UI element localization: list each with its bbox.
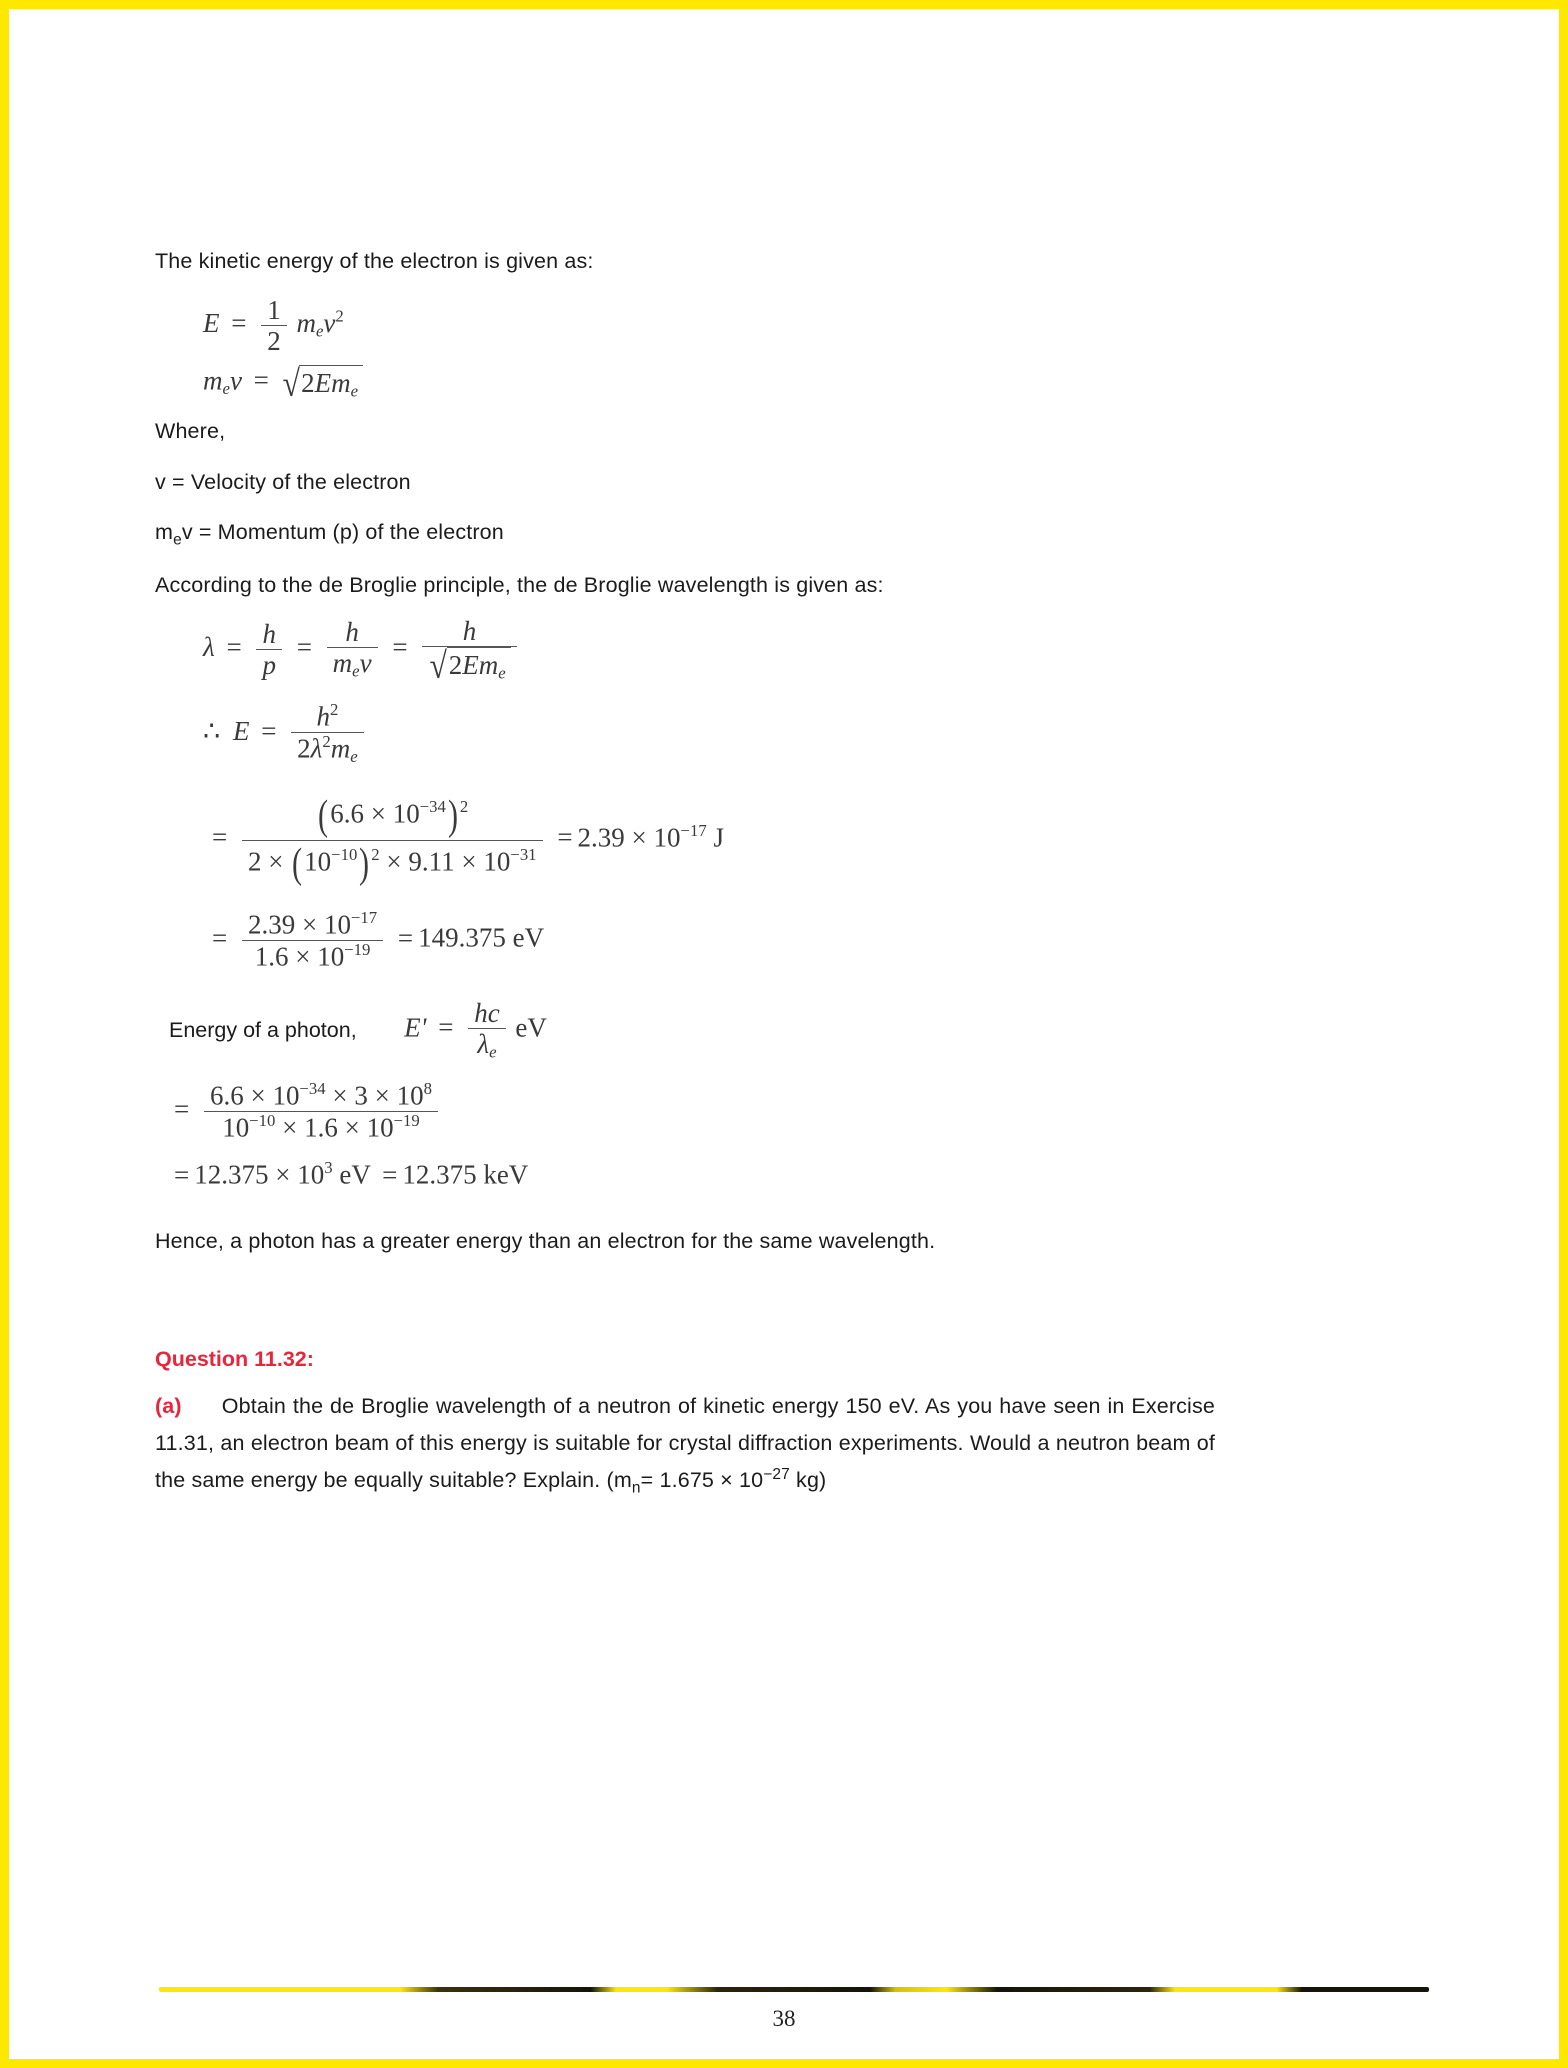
therefore-h: h	[316, 701, 330, 732]
kinetic-half-numerator: 1	[267, 295, 281, 326]
equation-kinetic-energy	[203, 295, 1215, 356]
equation-photon-result	[169, 1158, 1215, 1190]
therefore-denominator	[291, 732, 364, 767]
energy-num-base: 10	[392, 798, 420, 828]
therefore-equals: =	[261, 716, 277, 747]
energy-den-outer-power: 2	[371, 844, 380, 864]
energy-ev-num-exponent: −17	[350, 908, 378, 928]
page-number: 38	[772, 2006, 796, 2031]
photon-numeric-equals: =	[174, 1093, 190, 1124]
photon-unit: eV	[515, 1012, 547, 1043]
therefore-den-two: 2	[297, 733, 311, 764]
equation-energy-ev	[207, 909, 1215, 971]
question-mass-exponent: −27	[763, 1466, 790, 1484]
lambda-equals-2: =	[296, 631, 312, 662]
definition-momentum-subscript: e	[173, 531, 182, 549]
photon-denominator	[468, 1028, 505, 1062]
equation-energy-numeric	[207, 793, 1215, 888]
lambda-f3-radicand	[447, 647, 511, 683]
therefore-h-power: 2	[329, 700, 339, 720]
kinetic-equals: =	[231, 308, 247, 339]
momentum-velocity-symbol: v	[229, 365, 242, 396]
energy-numeric-denominator	[242, 840, 543, 888]
photon-den-value: 1.6	[304, 1112, 338, 1143]
equation-therefore-energy	[203, 701, 1215, 766]
equation-debroglie-wavelength	[203, 615, 1215, 688]
kinetic-lhs: E	[203, 308, 220, 339]
photon-den-lambda: λ	[477, 1028, 490, 1059]
equation-photon-energy	[169, 998, 1215, 1063]
therefore-numerator	[291, 701, 364, 732]
close-paren-icon: )	[359, 840, 370, 887]
footer-divider	[159, 1987, 1429, 1992]
energy-numeric-equals: =	[212, 822, 228, 853]
kinetic-mass-subscript: e	[315, 321, 324, 341]
photon-num-value-1: 6.6	[209, 1080, 244, 1111]
lambda-f3-energy: E	[462, 649, 479, 680]
photon-numeric-denominator	[204, 1111, 438, 1143]
momentum-mass-symbol: m	[203, 365, 223, 396]
energy-numeric-numerator	[242, 793, 543, 840]
energy-ev-fraction	[242, 909, 383, 971]
photon-num-base-2: 10	[396, 1080, 424, 1111]
momentum-radicand-mass-subscript: e	[350, 381, 359, 401]
question-text-unit: kg)	[789, 1468, 827, 1493]
lambda-f2-numerator: h	[345, 617, 359, 648]
therefore-den-lambda: λ	[310, 733, 323, 764]
energy-den-times-2: ×	[386, 845, 402, 876]
lambda-f3-sqrt	[428, 646, 510, 688]
momentum-radicand-two: 2	[301, 367, 315, 398]
energy-ev-num-times: ×	[301, 909, 318, 940]
photon-den-exponent-2: −19	[393, 1110, 420, 1130]
photon-energy-label: Energy of a photon,	[169, 1017, 357, 1042]
momentum-radicand	[299, 365, 363, 402]
photon-numerator: hc	[474, 997, 500, 1028]
lambda-f3-denominator	[422, 646, 516, 688]
photon-num-times-3: ×	[374, 1080, 390, 1111]
energy-den-times-1: ×	[268, 845, 284, 876]
energy-ev-result-value: 149.375	[418, 922, 506, 953]
open-paren-icon: (	[318, 792, 329, 839]
therefore-symbol: ∴	[203, 716, 221, 747]
photon-result-unit-2: keV	[483, 1159, 529, 1190]
energy-ev-result-equals: =	[397, 922, 414, 953]
definition-velocity: v = Velocity of the electron	[155, 469, 411, 494]
question-part-label: (a)	[155, 1394, 182, 1419]
radical-icon: √	[429, 646, 448, 688]
therefore-energy-symbol: E	[232, 716, 250, 747]
kinetic-velocity-power: 2	[335, 306, 344, 326]
lambda-f1-numerator: h	[262, 618, 276, 649]
radical-icon: √	[282, 364, 300, 406]
where-label: Where,	[155, 419, 226, 444]
photon-numeric-numerator	[204, 1080, 438, 1111]
kinetic-velocity-symbol: v	[323, 308, 336, 339]
conclusion-paragraph: Hence, a photon has a greater energy than an electron for the same wavelength.	[155, 1228, 936, 1253]
photon-den-exponent-1: −10	[249, 1110, 276, 1130]
photon-num-value-2: 3	[354, 1080, 368, 1111]
photon-result-unit-1: eV	[339, 1159, 371, 1190]
photon-num-times-2: ×	[332, 1080, 348, 1111]
photon-den-base-1: 10	[222, 1112, 250, 1143]
energy-den-exponent-2: −31	[510, 844, 537, 864]
momentum-radicand-mass: m	[331, 367, 351, 398]
energy-den-value: 9.11	[408, 845, 455, 876]
lambda-f2-denominator	[327, 647, 378, 681]
energy-ev-result-unit: eV	[512, 922, 545, 953]
momentum-sqrt	[281, 364, 363, 406]
open-paren-icon: (	[292, 840, 303, 887]
intro-paragraph: The kinetic energy of the electron is given as:	[155, 249, 594, 273]
definition-momentum-rest: v = Momentum (p) of the electron	[181, 519, 504, 544]
photon-equals: =	[438, 1012, 454, 1043]
energy-den-base-1: 10	[304, 845, 332, 876]
photon-result-times: ×	[275, 1159, 291, 1190]
lambda-f3-mass-subscript: e	[498, 663, 506, 683]
document-content	[155, 245, 1215, 1502]
lambda-f2-velocity: v	[359, 648, 372, 679]
energy-result-base: 10	[653, 822, 681, 853]
question-body	[155, 1388, 1215, 1502]
energy-num-exponent: −34	[419, 796, 446, 816]
lambda-f3-mass: m	[478, 649, 499, 680]
lambda-f3-numerator: h	[462, 615, 477, 646]
energy-den-times-3: ×	[461, 845, 477, 876]
therefore-fraction	[291, 701, 364, 766]
energy-ev-num-value: 2.39	[247, 909, 296, 940]
energy-num-times: ×	[370, 798, 386, 828]
photon-result-equals-2: =	[382, 1159, 398, 1190]
photon-num-times-1: ×	[250, 1080, 266, 1111]
lambda-fraction-h-over-p	[256, 619, 282, 680]
kinetic-mass-symbol: m	[296, 308, 316, 339]
energy-result-exponent: −17	[680, 820, 707, 840]
energy-ev-den-times: ×	[295, 941, 311, 972]
photon-result-value-1: 12.375	[194, 1159, 269, 1190]
equation-photon-numeric	[169, 1080, 1215, 1142]
momentum-equals: =	[253, 365, 269, 396]
question-text-mass: = 1.675 × 10	[640, 1468, 764, 1493]
therefore-den-mass: m	[330, 733, 351, 764]
question-text-main: Obtain the de Broglie wavelength of a neutron of kinetic energy 150 eV. As you have seen in Exercise 11.31, an electron beam of this energy is suitable for crystal diffraction experiments. Would a neutron beam of the same energy be equally suitable? Explain. (m	[155, 1394, 1215, 1493]
energy-numeric-fraction	[242, 793, 543, 888]
kinetic-half-fraction	[261, 295, 287, 356]
energy-ev-den-exponent: −19	[344, 940, 371, 960]
energy-den-exponent-1: −10	[331, 844, 358, 864]
close-paren-icon: )	[447, 792, 458, 839]
photon-result-base: 10	[297, 1159, 325, 1190]
energy-result-unit: J	[713, 822, 724, 853]
photon-den-subscript: e	[489, 1042, 497, 1062]
photon-result-equals-1: =	[174, 1159, 190, 1190]
definition-momentum-mass: m	[155, 519, 174, 544]
energy-num-outer-power: 2	[459, 796, 469, 816]
energy-ev-den-base: 10	[317, 941, 345, 972]
energy-result-times: ×	[631, 822, 647, 853]
section-spacer	[155, 1275, 1215, 1347]
momentum-radicand-energy: E	[314, 367, 332, 398]
energy-result-value: 2.39	[577, 822, 625, 853]
energy-ev-numerator	[242, 909, 383, 940]
question-heading: Question 11.32:	[155, 1347, 314, 1372]
energy-ev-den-value: 1.6	[254, 941, 289, 972]
energy-result-equals: =	[557, 822, 573, 853]
lambda-equals-1: =	[226, 631, 242, 662]
therefore-den-mass-subscript: e	[350, 746, 358, 766]
lambda-f1-denominator: p	[256, 649, 282, 680]
debroglie-intro: According to the de Broglie principle, the de Broglie wavelength is given as:	[155, 573, 884, 598]
momentum-mass-subscript: e	[222, 378, 230, 398]
lambda-equals-3: =	[392, 631, 408, 662]
question-neutron-subscript: n	[631, 1479, 641, 1497]
energy-ev-equals: =	[212, 922, 228, 953]
energy-ev-num-base: 10	[323, 909, 351, 940]
photon-num-exponent-1: −34	[299, 1079, 326, 1099]
photon-fraction	[468, 998, 505, 1063]
energy-num-value: 6.6	[330, 798, 364, 828]
lambda-fraction-h-over-sqrt	[422, 615, 516, 688]
photon-num-exponent-2: 8	[423, 1079, 432, 1099]
lambda-fraction-h-over-mv	[327, 617, 378, 682]
lambda-f3-two: 2	[448, 649, 463, 680]
photon-num-base-1: 10	[272, 1080, 300, 1111]
energy-den-two: 2	[247, 845, 262, 876]
photon-result-value-2: 12.375	[402, 1159, 477, 1190]
photon-den-times-1: ×	[282, 1112, 298, 1143]
photon-e-prime: E'	[404, 1012, 427, 1043]
equation-momentum	[203, 364, 1215, 406]
lambda-symbol: λ	[203, 631, 215, 662]
lambda-f2-mass-subscript: e	[352, 662, 360, 682]
photon-result-exponent: 3	[324, 1158, 333, 1178]
lambda-f2-mass: m	[332, 648, 353, 679]
energy-den-base-2: 10	[483, 845, 511, 876]
energy-ev-denominator	[242, 940, 383, 972]
photon-den-base-2: 10	[366, 1112, 394, 1143]
photon-numeric-fraction	[204, 1080, 438, 1142]
kinetic-half-denominator: 2	[261, 325, 287, 356]
definition-momentum	[155, 516, 1215, 552]
therefore-den-lambda-power: 2	[322, 731, 331, 751]
photon-den-times-2: ×	[344, 1112, 360, 1143]
